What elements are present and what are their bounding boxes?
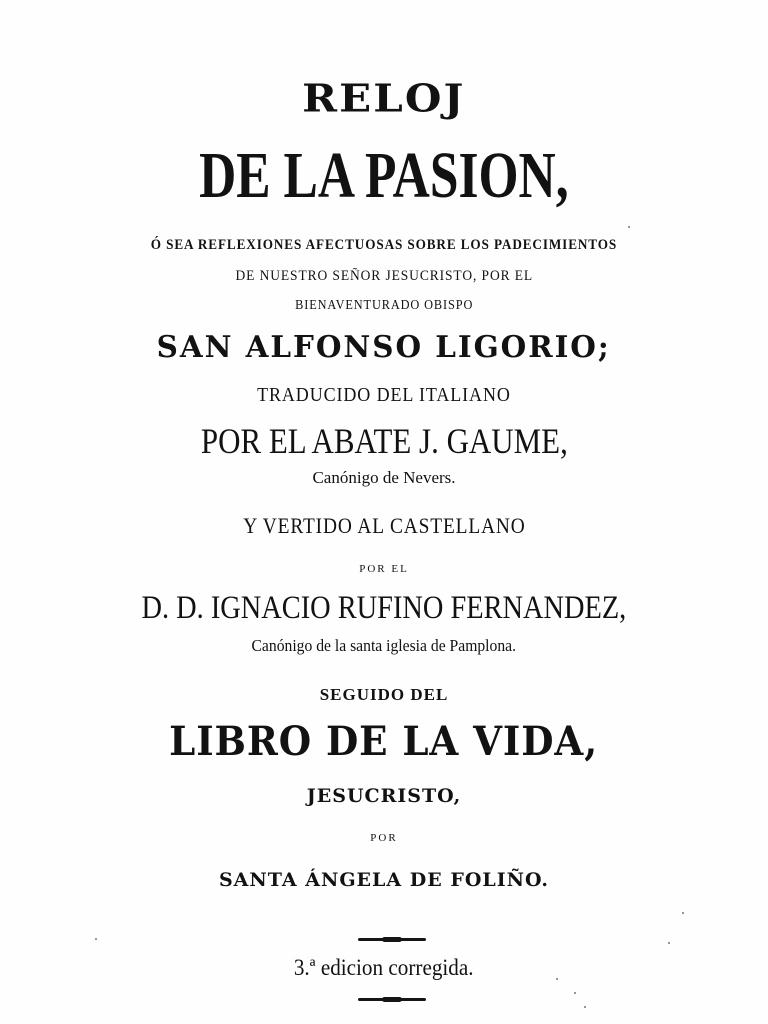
paper-speck: [574, 992, 576, 994]
por-el-line: POR EL: [359, 563, 409, 575]
title-de-la-pasion: DE LA PASION,: [199, 139, 569, 212]
second-work-title: LIBRO DE LA VIDA,: [169, 718, 599, 765]
paper-speck: [556, 978, 558, 980]
subtitle-line-1: Ó SEA REFLEXIONES AFECTUOSAS SOBRE LOS PADECIMIENTOS: [150, 237, 618, 253]
paper-speck: [668, 942, 670, 944]
paper-speck: [682, 912, 684, 914]
ornamental-rule-top: [358, 938, 426, 941]
paper-speck: [628, 226, 630, 228]
title-reloj: RELOJ: [302, 76, 466, 121]
followed-by-line: SEGUIDO DEL: [319, 685, 449, 704]
translated-from-line: TRADUCIDO DEL ITALIANO: [257, 384, 511, 406]
paper-speck: [584, 1006, 586, 1008]
second-translator-name: D. D. IGNACIO RUFINO FERNANDEZ,: [141, 590, 627, 626]
paper-speck: [95, 938, 97, 940]
translator-name: POR EL ABATE J. GAUME,: [200, 421, 568, 461]
subtitle-line-2: DE NUESTRO SEÑOR JESUCRISTO, POR EL: [235, 268, 533, 284]
translator-role: Canónigo de Nevers.: [312, 468, 456, 487]
subtitle-line-3: BIENAVENTURADO OBISPO: [294, 298, 474, 313]
edition-line: 3.ª edicion corregida.: [294, 955, 474, 980]
author-name: SAN ALFONSO LIGORIO;: [156, 330, 612, 365]
ornamental-rule-bottom: [358, 998, 426, 1001]
por-line: POR: [370, 832, 398, 844]
second-work-subtitle: JESUCRISTO,: [306, 785, 462, 807]
second-translator-role: Canónigo de la santa iglesia de Pamplona.: [251, 636, 517, 655]
castilian-version-line: Y VERTIDO AL CASTELLANO: [242, 513, 526, 538]
second-work-author: SANTA ÁNGELA DE FOLIÑO.: [218, 869, 550, 891]
